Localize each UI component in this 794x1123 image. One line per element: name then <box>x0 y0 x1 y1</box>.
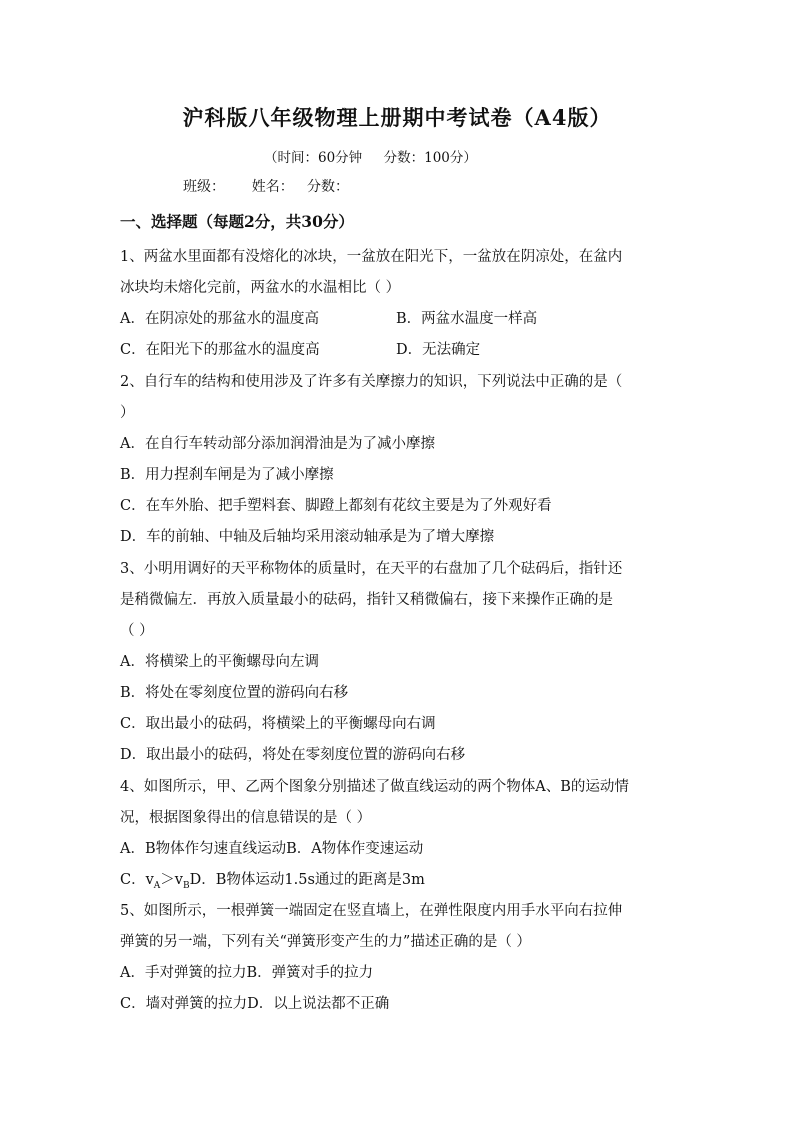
question-2-option-a: A．在自行车转动部分添加润滑油是为了减小摩擦 <box>120 436 435 452</box>
question-3-option-a: A．将横梁上的平衡螺母向左调 <box>120 654 319 670</box>
question-1-option-b: B．两盆水温度一样高 <box>396 311 538 327</box>
question-2-option-c: C．在车外胎、把手塑料套、脚蹬上都刻有花纹主要是为了外观好看 <box>120 498 552 514</box>
question-4 <box>120 772 680 896</box>
student-info-line: 班级： 姓名： 分数： <box>183 179 350 195</box>
question-5-options-cd: C．墙对弹簧的拉力D．以上说法都不正确 <box>120 996 390 1012</box>
question-5-stem-line-1: 5、如图所示，一根弹簧一端固定在竖直墙上，在弹性限度内用手水平向右拉伸 <box>120 903 623 919</box>
question-2-stem-line-1: 2、自行车的结构和使用涉及了许多有关摩擦力的知识，下列说法中正确的是（ <box>120 374 623 390</box>
question-3-stem-line-2: 是稍微偏左．再放入质量最小的砝码，指针又稍微偏右，接下来操作正确的是 <box>120 592 613 608</box>
question-4-option-c-compare: ＞v <box>160 872 183 888</box>
question-1 <box>120 242 680 366</box>
question-3-option-b: B．将处在零刻度位置的游码向右移 <box>120 685 349 701</box>
question-1-stem-line-2: 冰块均未熔化完前，两盆水的水温相比（ ） <box>120 280 401 296</box>
question-2-option-d: D．车的前轴、中轴及后轴均采用滚动轴承是为了增大摩擦 <box>120 529 495 545</box>
question-2 <box>120 367 680 553</box>
exam-title: 沪科版八年级物理上册期中考试卷（A4版） <box>182 105 612 130</box>
question-3-option-d: D．取出最小的砝码，将处在零刻度位置的游码向右移 <box>120 747 466 763</box>
question-5-stem-line-2: 弹簧的另一端，下列有关“弹簧形变产生的力”描述正确的是（ ） <box>120 934 531 950</box>
question-3-option-c: C．取出最小的砝码，将横梁上的平衡螺母向右调 <box>120 716 436 732</box>
question-4-stem-line-1: 4、如图所示，甲、乙两个图象分别描述了做直线运动的两个物体A、B的运动情 <box>120 779 629 795</box>
question-4-options-ab: A．B物体作匀速直线运动B．A物体作变速运动 <box>120 841 424 857</box>
question-1-option-d: D．无法确定 <box>396 342 481 358</box>
question-3-stem-line-3: （ ） <box>120 623 154 639</box>
question-4-option-d: D．B物体运动1.5s通过的距离是3m <box>189 872 425 888</box>
question-2-stem-line-2: ） <box>120 405 135 421</box>
question-4-option-c-prefix: C．v <box>120 872 154 888</box>
section-heading-choice: 一、选择题（每题2分，共30分） <box>120 212 354 231</box>
question-3 <box>120 554 680 771</box>
question-1-options-row-1 <box>120 304 680 335</box>
question-1-stem-line-1: 1、两盆水里面都有没熔化的冰块，一盆放在阳光下，一盆放在阴凉处，在盆内 <box>120 249 623 265</box>
question-5-options-ab: A．手对弹簧的拉力B．弹簧对手的拉力 <box>120 965 374 981</box>
question-4-subscript-a: A <box>153 880 161 891</box>
question-3-stem-line-1: 3、小明用调好的天平称物体的质量时，在天平的右盘加了几个砝码后，指针还 <box>120 561 623 577</box>
question-1-option-a: A．在阴凉处的那盆水的温度高 <box>120 311 319 327</box>
question-2-option-b: B．用力捏刹车闸是为了减小摩擦 <box>120 467 334 483</box>
question-1-options-row-2 <box>120 335 680 366</box>
question-5 <box>120 896 680 1020</box>
question-4-options-cd <box>120 865 680 896</box>
exam-time-score: （时间：60分钟 分数：100分） <box>264 150 477 166</box>
question-4-subscript-b: B <box>183 880 190 891</box>
question-4-stem-line-2: 况，根据图象得出的信息错误的是（ ） <box>120 810 372 826</box>
question-1-option-c: C．在阳光下的那盆水的温度高 <box>120 342 320 358</box>
